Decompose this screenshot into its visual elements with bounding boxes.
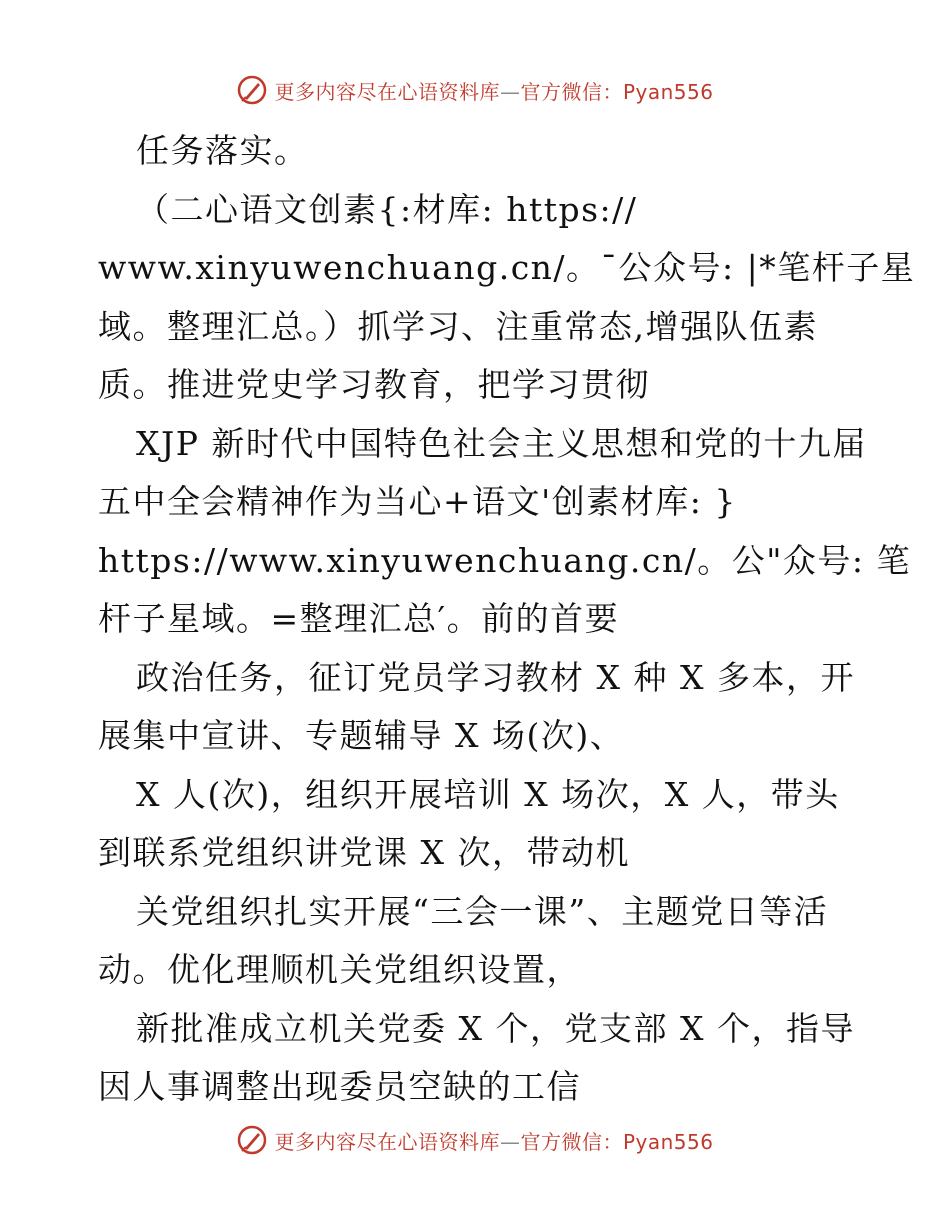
text-line: X 人(次)，组织开展培训 X 场次，X 人，带头 bbox=[136, 774, 840, 814]
text-line: 政治任务，征订党员学习教材 X 种 X 多本，开 bbox=[136, 657, 855, 697]
document-body bbox=[98, 122, 916, 1117]
footer-watermark-banner bbox=[0, 1120, 950, 1160]
quill-pen-logo-icon bbox=[236, 1124, 268, 1156]
text-line: https://www.xinyuwenchuang.cn/。公"众号: 笔 bbox=[98, 540, 912, 580]
text-line: 动。优化理顺机关党组织设置， bbox=[98, 950, 581, 989]
text-line: 新批准成立机关党委 X 个，党支部 X 个，指导 bbox=[136, 1008, 855, 1048]
text-line: 展集中宣讲、专题辅导 X 场(次)、 bbox=[98, 716, 625, 755]
text-line: 五中全会精神作为当心+语文'创素材库: } bbox=[98, 482, 737, 521]
banner-title: 更多内容尽在心语资料库 bbox=[274, 79, 500, 104]
banner-contact: 官方微信：Pyan556 bbox=[520, 79, 714, 104]
quill-pen-logo-icon bbox=[236, 74, 268, 106]
text-line: 域。整理汇总。）抓学习、注重常态,增强队伍素 bbox=[98, 306, 818, 346]
text-line: www.xinyuwenchuang.cn/。¯公众号: |*笔杆子星 bbox=[98, 248, 916, 287]
header-watermark-banner bbox=[0, 70, 950, 110]
text-line: （二心语文创素{:材库: https:// bbox=[136, 189, 638, 229]
text-line: 到联系党组织讲党课 X 次，带动机 bbox=[98, 833, 630, 872]
text-line: 质。推进党史学习教育，把学习贯彻 bbox=[98, 365, 650, 404]
banner-separator: — bbox=[499, 79, 521, 104]
text-line: 关党组织扎实开展“三会一课”、主题党日等活 bbox=[136, 891, 829, 931]
banner-title: 更多内容尽在心语资料库 bbox=[274, 1129, 500, 1154]
text-line: XJP 新时代中国特色社会主义思想和党的十九届 bbox=[136, 423, 867, 463]
text-line: 杆子星域。=整理汇总′。前的首要 bbox=[98, 599, 620, 638]
banner-text bbox=[274, 1126, 713, 1155]
text-line: 任务落实。 bbox=[136, 131, 309, 170]
banner-separator: — bbox=[499, 1129, 521, 1154]
banner-contact: 官方微信：Pyan556 bbox=[520, 1129, 714, 1154]
banner-text bbox=[274, 76, 713, 105]
text-line: 因人事调整出现委员空缺的工信 bbox=[98, 1067, 581, 1106]
